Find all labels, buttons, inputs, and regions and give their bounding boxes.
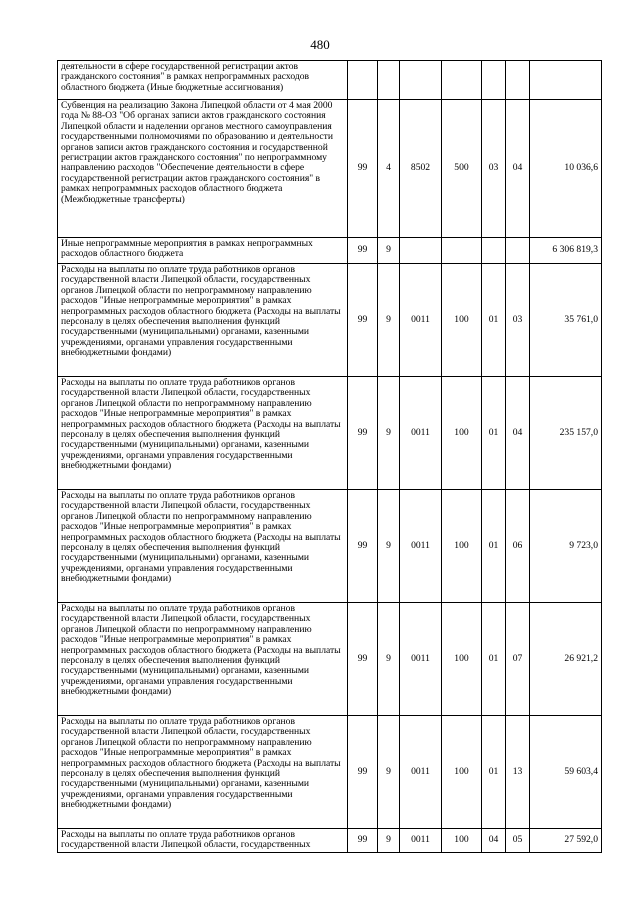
- table-row: [58, 61, 602, 100]
- subsection-cell: [506, 61, 530, 100]
- table-row: [58, 603, 602, 716]
- program-code-cell: 99: [348, 238, 378, 264]
- expense-type-cell: 100: [442, 716, 482, 829]
- table-row: [58, 377, 602, 490]
- amount-cell: 9 723,0: [530, 490, 602, 603]
- amount-cell: 26 921,2: [530, 603, 602, 716]
- amount-cell: 59 603,4: [530, 716, 602, 829]
- subprogram-code-cell: [378, 61, 400, 100]
- subprogram-code-cell: 9: [378, 829, 400, 853]
- section-cell: [482, 238, 506, 264]
- subsection-cell: 13: [506, 716, 530, 829]
- page-number: 480: [310, 37, 330, 52]
- row-description: Расходы на выплаты по оплате труда работников органов государственной власти Липецкой области, государственных органов Липецкой области по непрограммному направлению расходов "Иные непрограммные мероприятия" в рамках непрограммных расходов областного бюджета (Расходы на выплаты персоналу в целях обеспечения выполнения функций государственными (муниципальными) органами, казенными учреждениями, органами управления государственными внебюджетными фондами): [58, 490, 348, 603]
- table-row: [58, 716, 602, 829]
- direction-code-cell: [400, 238, 442, 264]
- subsection-cell: 04: [506, 100, 530, 238]
- subprogram-code-cell: 9: [378, 264, 400, 377]
- amount-cell: 235 157,0: [530, 377, 602, 490]
- program-code-cell: 99: [348, 100, 378, 238]
- section-cell: 01: [482, 264, 506, 377]
- expense-type-cell: 100: [442, 264, 482, 377]
- row-description: Расходы на выплаты по оплате труда работников органов государственной власти Липецкой области, государственных органов Липецкой области по непрограммному направлению расходов "Иные непрограммные мероприятия" в рамках непрограммных расходов областного бюджета (Расходы на выплаты персоналу в целях обеспечения выполнения функций государственными (муниципальными) органами, казенными учреждениями, органами управления государственными внебюджетными фондами): [58, 377, 348, 490]
- expense-type-cell: [442, 61, 482, 100]
- amount-cell: 27 592,0: [530, 829, 602, 853]
- row-description: деятельности в сфере государственной регистрации актов гражданского состояния" в рамках непрограммных расходов областного бюджета (Иные бюджетные ассигнования): [58, 61, 348, 100]
- direction-code-cell: 0011: [400, 829, 442, 853]
- direction-code-cell: 8502: [400, 100, 442, 238]
- row-description: Субвенция на реализацию Закона Липецкой области от 4 мая 2000 года № 88-ОЗ "Об органах записи актов гражданского состояния Липецкой области и наделении органов местного самоуправления государственными полномочиями по образованию и деятельности органов записи актов гражданского состояния и государственной регистрации актов гражданского состояния" по непрограммному направлению расходов "Обеспечение деятельности в сфере государственной регистрации актов гражданского состояния" в рамках непрограммных расходов областного бюджета (Межбюджетные трансферты): [58, 100, 348, 238]
- subsection-cell: 04: [506, 377, 530, 490]
- table-row: [58, 264, 602, 377]
- amount-cell: [530, 61, 602, 100]
- expense-type-cell: 100: [442, 603, 482, 716]
- table-row: [58, 490, 602, 603]
- section-cell: [482, 61, 506, 100]
- subsection-cell: 06: [506, 490, 530, 603]
- section-cell: 04: [482, 829, 506, 853]
- subprogram-code-cell: 9: [378, 238, 400, 264]
- section-cell: 01: [482, 377, 506, 490]
- subsection-cell: 07: [506, 603, 530, 716]
- program-code-cell: [348, 61, 378, 100]
- section-cell: 01: [482, 716, 506, 829]
- direction-code-cell: 0011: [400, 490, 442, 603]
- direction-code-cell: 0011: [400, 377, 442, 490]
- program-code-cell: 99: [348, 377, 378, 490]
- table-row: [58, 829, 602, 853]
- direction-code-cell: 0011: [400, 716, 442, 829]
- expense-type-cell: 100: [442, 490, 482, 603]
- program-code-cell: 99: [348, 603, 378, 716]
- program-code-cell: 99: [348, 716, 378, 829]
- amount-cell: 6 306 819,3: [530, 238, 602, 264]
- table-row: [58, 238, 602, 264]
- subprogram-code-cell: 9: [378, 603, 400, 716]
- subsection-cell: [506, 238, 530, 264]
- expense-type-cell: [442, 238, 482, 264]
- direction-code-cell: [400, 61, 442, 100]
- row-description: Расходы на выплаты по оплате труда работников органов государственной власти Липецкой области, государственных органов Липецкой области по непрограммному направлению расходов "Иные непрограммные мероприятия" в рамках непрограммных расходов областного бюджета (Расходы на выплаты персоналу в целях обеспечения выполнения функций государственными (муниципальными) органами, казенными учреждениями, органами управления государственными внебюджетными фондами): [58, 603, 348, 716]
- subprogram-code-cell: 9: [378, 716, 400, 829]
- program-code-cell: 99: [348, 264, 378, 377]
- program-code-cell: 99: [348, 490, 378, 603]
- section-cell: 03: [482, 100, 506, 238]
- subprogram-code-cell: 9: [378, 377, 400, 490]
- expense-type-cell: 100: [442, 829, 482, 853]
- amount-cell: 35 761,0: [530, 264, 602, 377]
- subsection-cell: 03: [506, 264, 530, 377]
- row-description: Расходы на выплаты по оплате труда работников органов государственной власти Липецкой области, государственных органов Липецкой области по непрограммному направлению расходов "Иные непрограммные мероприятия" в рамках непрограммных расходов областного бюджета (Расходы на выплаты персоналу в целях обеспечения выполнения функций государственными (муниципальными) органами, казенными учреждениями, органами управления государственными внебюджетными фондами): [58, 716, 348, 829]
- row-description: Иные непрограммные мероприятия в рамках непрограммных расходов областного бюджета: [58, 238, 348, 264]
- subprogram-code-cell: 4: [378, 100, 400, 238]
- expense-type-cell: 100: [442, 377, 482, 490]
- program-code-cell: 99: [348, 829, 378, 853]
- direction-code-cell: 0011: [400, 603, 442, 716]
- subprogram-code-cell: 9: [378, 490, 400, 603]
- budget-table: [57, 60, 602, 853]
- expense-type-cell: 500: [442, 100, 482, 238]
- section-cell: 01: [482, 490, 506, 603]
- direction-code-cell: 0011: [400, 264, 442, 377]
- section-cell: 01: [482, 603, 506, 716]
- row-description: Расходы на выплаты по оплате труда работников органов государственной власти Липецкой области, государственных органов Липецкой области по непрограммному направлению расходов "Иные непрограммные мероприятия" в рамках непрограммных расходов областного бюджета (Расходы на выплаты персоналу в целях обеспечения выполнения функций государственными (муниципальными) органами, казенными учреждениями, органами управления государственными внебюджетными фондами): [58, 264, 348, 377]
- table-row: [58, 100, 602, 238]
- subsection-cell: 05: [506, 829, 530, 853]
- amount-cell: 10 036,6: [530, 100, 602, 238]
- row-description: Расходы на выплаты по оплате труда работников органов государственной власти Липецкой области, государственных: [58, 829, 348, 853]
